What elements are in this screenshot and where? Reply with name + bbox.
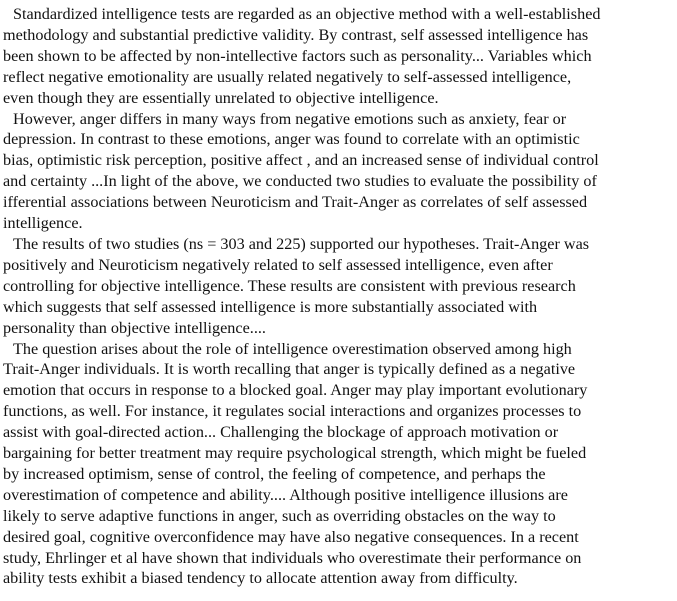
- text-line: been shown to be affected by non-intellective factors such as personality... Variables which: [3, 46, 592, 65]
- text-line: functions, as well. For instance, it regulates social interactions and organizes processes to: [3, 402, 582, 421]
- paragraph-1: [3, 4, 675, 109]
- text-line: The question arises about the role of intelligence overestimation observed among high: [13, 339, 572, 358]
- text-line: intelligence.: [3, 214, 83, 233]
- text-line: The results of two studies (ns = 303 and 225) supported our hypotheses. Trait-Anger was: [13, 234, 590, 253]
- text-line: Standardized intelligence tests are regarded as an objective method with a well-established: [13, 5, 601, 23]
- text-line: methodology and substantial predictive validity. By contrast, self assessed intelligence has: [3, 25, 589, 44]
- text-line: and certainty ...In light of the above, we conducted two studies to evaluate the possibility of: [3, 172, 597, 191]
- text-line: ifferential associations between Neuroticism and Trait-Anger as correlates of self assessed: [3, 193, 588, 212]
- text-line: positively and Neuroticism negatively related to self assessed intelligence, even after: [3, 255, 553, 274]
- text-line: study, Ehrlinger et al have shown that individuals who overestimate their performance on: [3, 548, 582, 567]
- text-line: However, anger differs in many ways from negative emotions such as anxiety, fear or: [13, 109, 567, 128]
- text-line: which suggests that self assessed intelligence is more substantially associated with: [3, 297, 538, 316]
- text-line: reflect negative emotionality are usually related negatively to self-assessed intelligence,: [3, 67, 572, 86]
- text-line: assist with goal-directed action... Challenging the blockage of approach motivation or: [3, 423, 559, 442]
- text-line: Trait-Anger individuals. It is worth recalling that anger is typically defined as a negative: [3, 360, 576, 379]
- text-line: emotion that occurs in response to a blocked goal. Anger may play important evolutionary: [3, 381, 588, 400]
- paragraph-4: [3, 339, 675, 590]
- text-line: ability tests exhibit a biased tendency to allocate attention away from difficulty.: [3, 569, 518, 588]
- paragraph-3: [3, 234, 675, 339]
- text-line: bias, optimistic risk perception, positive affect , and an increased sense of individual control: [3, 151, 599, 170]
- paragraph-2: [3, 109, 675, 234]
- text-line: by increased optimism, sense of control, the feeling of competence, and perhaps the: [3, 464, 546, 483]
- text-line: personality than objective intelligence....: [3, 318, 266, 337]
- text-line: controlling for objective intelligence. These results are consistent with previous research: [3, 276, 576, 295]
- text-line: bargaining for better treatment may require psychological strength, which might be fueled: [3, 444, 587, 463]
- text-line: overestimation of competence and ability.... Although positive intelligence illusions are: [3, 485, 568, 504]
- text-line: even though they are essentially unrelated to objective intelligence.: [3, 88, 439, 107]
- text-line: likely to serve adaptive functions in anger, such as overriding obstacles on the way to: [3, 506, 556, 525]
- document-body: [3, 4, 675, 589]
- text-line: desired goal, cognitive overconfidence may have also negative consequences. In a recent: [3, 527, 579, 546]
- text-line: depression. In contrast to these emotions, anger was found to correlate with an optimistic: [3, 130, 580, 149]
